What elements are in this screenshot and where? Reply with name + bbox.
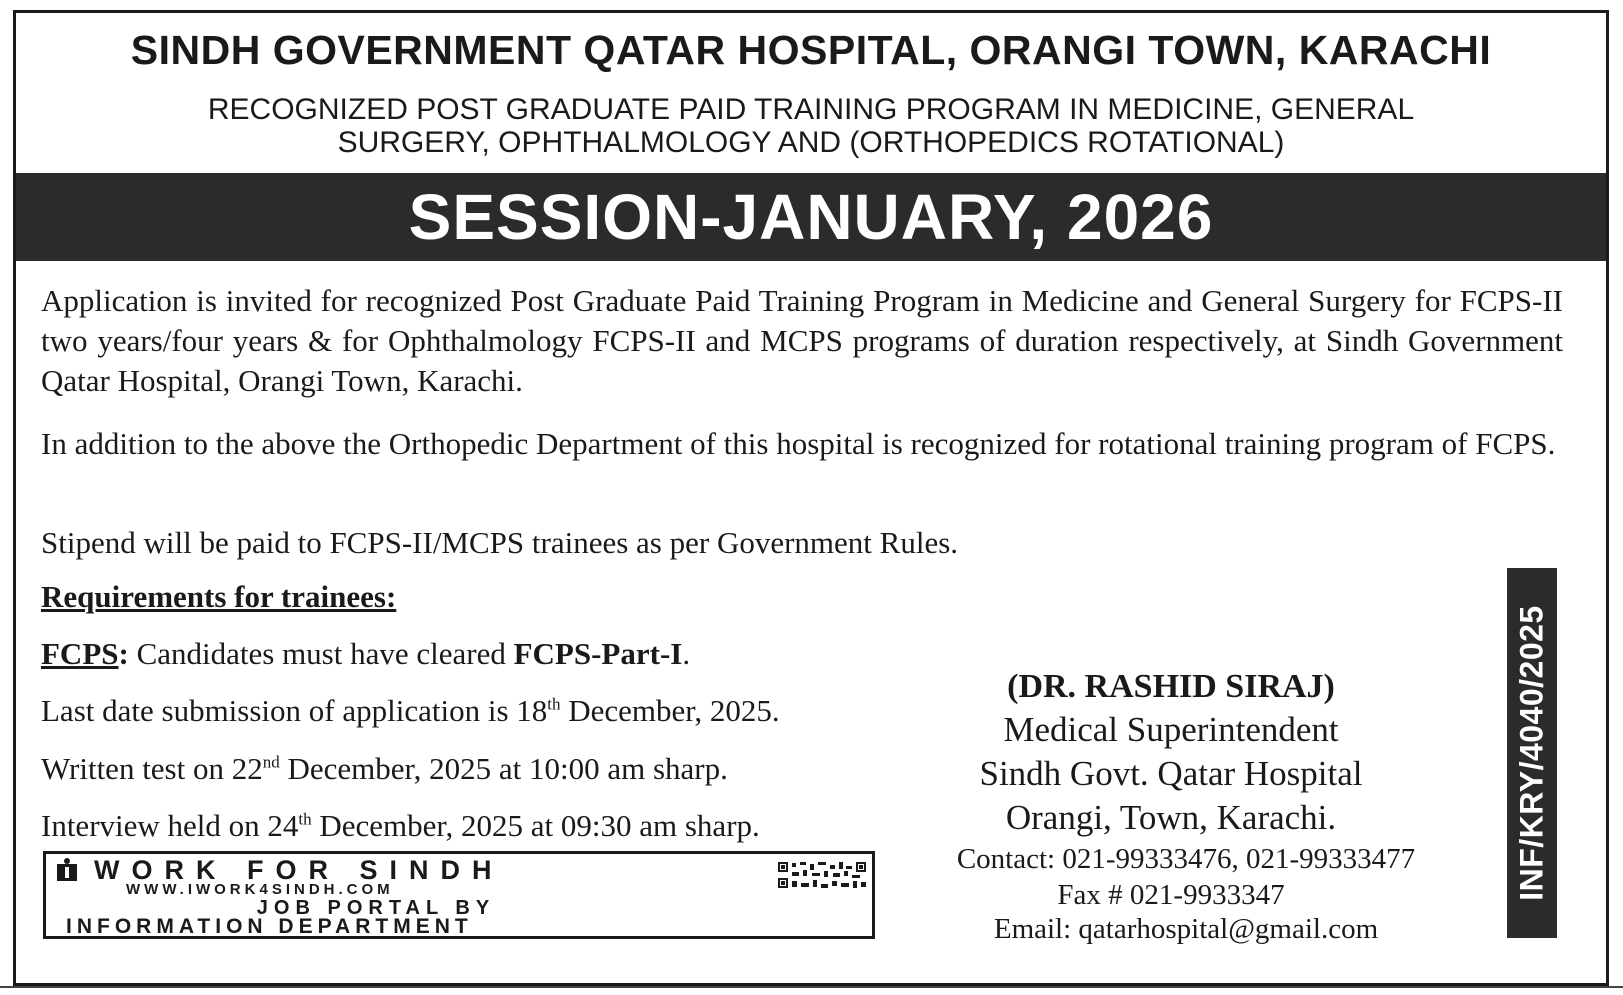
written-test-text: Written test on 22 xyxy=(41,751,263,786)
reference-tag xyxy=(1507,568,1557,938)
program-subtitle-line1: RECOGNIZED POST GRADUATE PAID TRAINING PROGRAM IN MEDICINE, GENERAL xyxy=(207,93,1415,126)
work-for-sindh-url: WWW.IWORK4SINDH.COM xyxy=(126,881,394,898)
job-portal-text: JOB PORTAL BY xyxy=(256,897,496,919)
work-for-sindh-box xyxy=(43,851,875,939)
interview-line xyxy=(41,808,760,844)
advertisement-frame xyxy=(13,10,1609,986)
fcps-text: Candidates must have cleared xyxy=(128,636,514,671)
fcps-colon: : xyxy=(118,636,129,671)
fcps-part: FCPS-Part-I xyxy=(513,636,683,671)
fcps-requirement xyxy=(41,636,690,672)
written-test-sup: nd xyxy=(262,752,280,772)
interview-sup: th xyxy=(298,809,312,829)
written-test-rest: December, 2025 at 10:00 am sharp. xyxy=(279,751,728,786)
info-icon xyxy=(56,858,78,882)
last-date-sup: th xyxy=(547,694,561,714)
email-address: Email: qatarhospital@gmail.com xyxy=(993,913,1379,945)
session-banner: SESSION-JANUARY, 2026 xyxy=(16,173,1606,261)
fcps-label: FCPS xyxy=(41,636,119,671)
last-date-rest: December, 2025. xyxy=(560,693,780,728)
bottom-rule xyxy=(0,986,1623,988)
signatory-town: Orangi, Town, Karachi. xyxy=(1005,798,1337,837)
interview-text: Interview held on 24 xyxy=(41,808,299,843)
qr-code-icon xyxy=(776,860,868,890)
orthopedic-paragraph: In addition to the above the Orthopedic Department of this hospital is recognized for rotational training program of FCPS. xyxy=(41,426,1556,461)
written-test-line xyxy=(41,751,728,787)
requirements-heading: Requirements for trainees: xyxy=(41,579,397,614)
information-department-text: INFORMATION DEPARTMENT xyxy=(66,915,473,938)
signatory-hospital: Sindh Govt. Qatar Hospital xyxy=(979,754,1363,793)
fax-number: Fax # 021-9933347 xyxy=(1057,879,1285,911)
last-date-line xyxy=(41,693,780,729)
last-date-text: Last date submission of application is 18 xyxy=(41,693,548,728)
contact-numbers: Contact: 021-99333476, 021-99333477 xyxy=(956,843,1416,875)
signatory-title: Medical Superintendent xyxy=(1003,710,1339,749)
intro-paragraph: Application is invited for recognized Post Graduate Paid Training Program in Medicine and General Surgery for FCPS-II two years/four years & for Ophthalmology FCPS-II and MCPS programs of duration respectively, at Sindh Government Qatar Hospital, Orangi Town, Karachi. xyxy=(41,283,1563,398)
program-subtitle xyxy=(76,93,1546,159)
stipend-paragraph: Stipend will be paid to FCPS-II/MCPS trainees as per Government Rules. xyxy=(41,525,959,560)
program-subtitle-line2: SURGERY, OPHTHALMOLOGY AND (ORTHOPEDICS ROTATIONAL) xyxy=(337,126,1285,159)
work-for-sindh-title: WORK FOR SINDH xyxy=(94,855,504,885)
reference-tag-text: INF/KRY/4040/2025 xyxy=(1513,605,1550,901)
fcps-end: . xyxy=(682,636,691,671)
interview-rest: December, 2025 at 09:30 am sharp. xyxy=(311,808,760,843)
hospital-title: SINDH GOVERNMENT QATAR HOSPITAL, ORANGI TOWN, KARACHI xyxy=(130,27,1492,73)
signatory-name: (DR. RASHID SIRAJ) xyxy=(1007,668,1335,705)
